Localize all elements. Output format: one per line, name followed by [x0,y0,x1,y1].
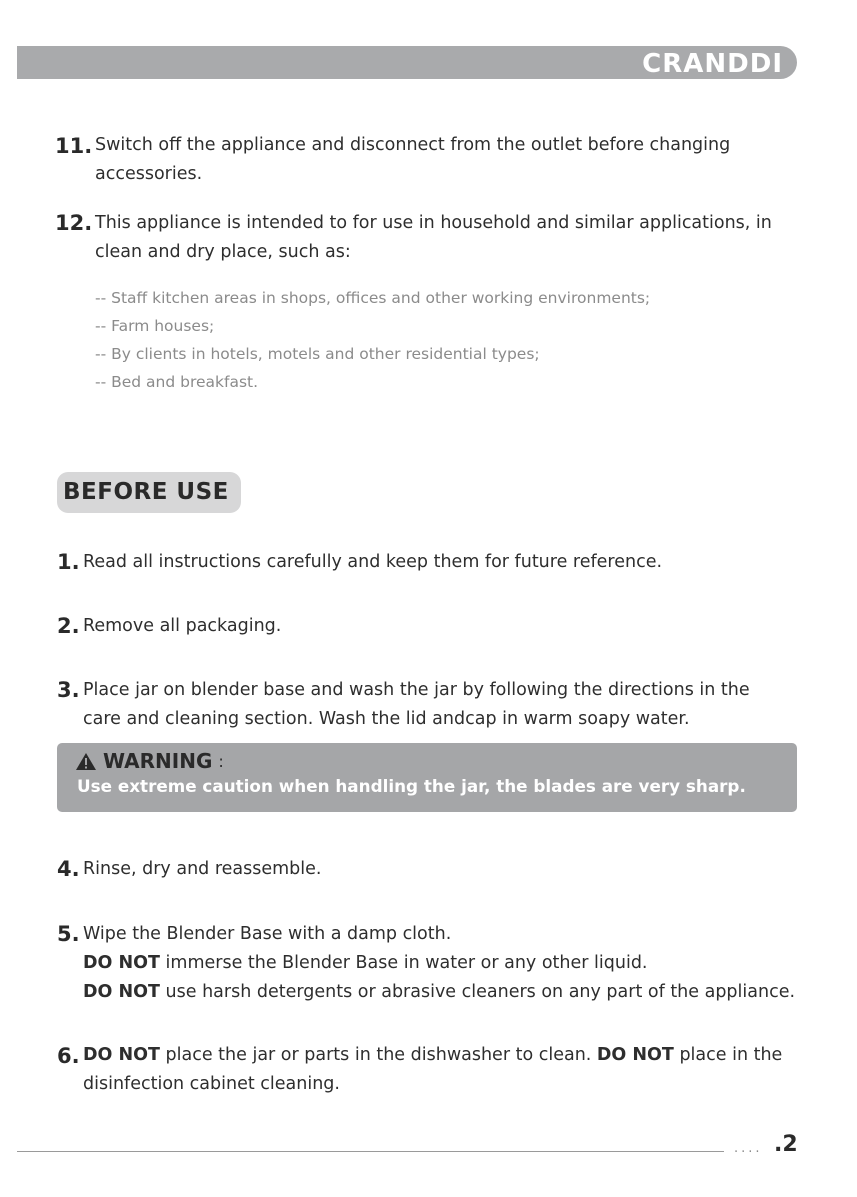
item-11-text [95,131,730,189]
sub-item: -- By clients in hotels, motels and other residential types; [95,345,540,363]
warning-colon: : [218,751,224,771]
step-4-text: Rinse, dry and reassemble. [83,859,322,879]
item-number-11: 11. [55,134,93,158]
do-not-label: DO NOT [83,982,160,1002]
item-12-text [95,209,772,267]
step-3-line-1: Place jar on blender base and wash the jar by following the directions in the [83,680,750,700]
step-6-line-2: disinfection cabinet cleaning. [83,1074,340,1094]
brand-logo: CRANDDI [642,49,783,79]
do-not-label: DO NOT [83,1045,160,1065]
page-number: .2 [774,1132,798,1157]
sub-item: -- Farm houses; [95,317,215,335]
sub-item: -- Bed and breakfast. [95,373,259,391]
item-12-line-2: clean and dry place, such as: [95,242,351,262]
step-number-6: 6. [57,1044,80,1068]
warning-heading [75,749,224,773]
warning-title: WARNING [103,749,213,773]
do-not-label: DO NOT [83,953,160,973]
step-number-5: 5. [57,922,80,946]
step-5-line-1: Wipe the Blender Base with a damp cloth. [83,924,452,944]
step-number-3: 3. [57,678,80,702]
footer-dots: .... [734,1141,763,1156]
step-number-1: 1. [57,550,80,574]
step-6-line-1 [83,1041,782,1070]
warning-triangle-icon [75,752,97,771]
step-6-text-1: place the jar or parts in the dishwasher to clean. [159,1045,597,1065]
step-3-text [83,676,750,734]
item-11-line-2: accessories. [95,164,203,184]
item-12-line-1: This appliance is intended to for use in household and similar applications, in [95,213,772,233]
step-6-text-2: place in the [673,1045,783,1065]
warning-text: Use extreme caution when handling the jar, the blades are very sharp. [77,776,746,796]
step-5-text [83,920,795,1007]
sub-item-list [95,284,650,396]
step-5-note-1-text: immerse the Blender Base in water or any other liquid. [159,953,648,973]
step-6-text [83,1041,782,1099]
step-5-note-2 [83,978,795,1007]
step-5-note-1 [83,949,795,978]
step-3-line-2: care and cleaning section. Wash the lid andcap in warm soapy water. [83,709,690,729]
header-bar [17,46,797,79]
footer-divider [17,1151,724,1152]
do-not-label: DO NOT [596,1045,674,1065]
step-number-2: 2. [57,614,80,638]
section-title: BEFORE USE [63,479,229,505]
item-11-line-1: Switch off the appliance and disconnect from the outlet before changing [95,135,731,155]
step-1-text: Read all instructions carefully and keep them for future reference. [83,552,663,572]
item-number-12: 12. [55,211,93,235]
section-heading [57,472,241,513]
step-5-note-2-text: use harsh detergents or abrasive cleaners on any part of the appliance. [159,982,796,1002]
step-number-4: 4. [57,857,80,881]
warning-box [57,743,797,812]
sub-item: -- Staff kitchen areas in shops, offices and other working environments; [95,289,651,307]
step-2-text: Remove all packaging. [83,616,282,636]
